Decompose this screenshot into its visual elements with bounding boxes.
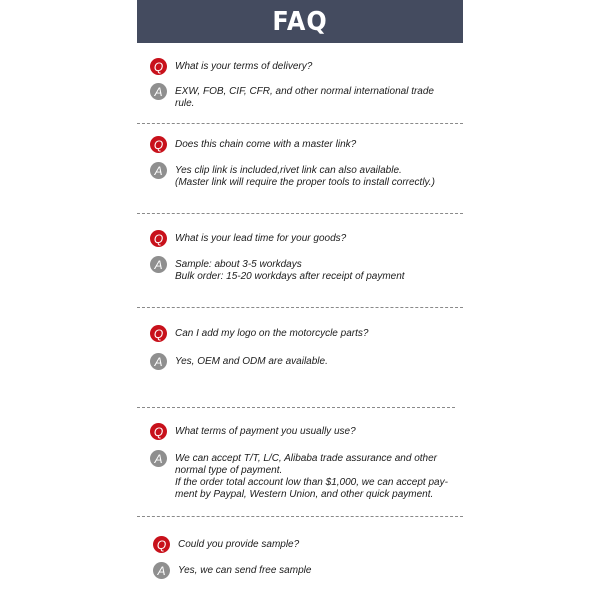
section-divider xyxy=(137,407,455,408)
faq-question-1 xyxy=(150,58,312,75)
answer-text xyxy=(175,353,328,368)
answer-badge-icon: A xyxy=(150,256,167,273)
answer-line: Yes clip link is included,rivet link can also available. xyxy=(175,165,402,176)
question-badge-icon: Q xyxy=(150,423,167,440)
question-badge-icon: Q xyxy=(153,536,170,553)
answer-line: Yes, OEM and ODM are available. xyxy=(175,356,328,367)
answer-line: If the order total account low than $1,000, we can accept pay- xyxy=(175,477,448,488)
faq-question-5 xyxy=(150,423,356,440)
section-divider xyxy=(137,516,463,517)
answer-line: (Master link will require the proper tools to install correctly.) xyxy=(175,177,435,188)
faq-answer-1 xyxy=(150,83,434,110)
faq-question-6 xyxy=(153,536,299,553)
question-text: Does this chain come with a master link? xyxy=(175,139,357,150)
answer-badge-icon: A xyxy=(150,83,167,100)
faq-answer-6 xyxy=(153,562,311,579)
answer-line: Yes, we can send free sample xyxy=(178,565,312,576)
answer-badge-icon: A xyxy=(153,562,170,579)
faq-page xyxy=(137,0,463,600)
question-badge-icon: Q xyxy=(150,325,167,342)
question-text: What is your terms of delivery? xyxy=(175,61,313,72)
faq-answer-4 xyxy=(150,353,328,370)
section-divider xyxy=(137,307,463,308)
answer-line: ment by Paypal, Western Union, and other quick payment. xyxy=(175,489,434,500)
faq-question-2 xyxy=(150,136,356,153)
answer-badge-icon: A xyxy=(150,162,167,179)
answer-text xyxy=(178,562,311,577)
section-divider xyxy=(137,123,463,124)
answer-line: We can accept T/T, L/C, Alibaba trade assurance and other xyxy=(175,453,438,464)
question-text: What terms of payment you usually use? xyxy=(175,426,356,437)
faq-header xyxy=(137,0,463,43)
answer-text xyxy=(175,450,448,501)
faq-answer-3 xyxy=(150,256,405,283)
faq-question-3 xyxy=(150,230,346,247)
faq-answer-5 xyxy=(150,450,448,501)
question-text: Can I add my logo on the motorcycle parts? xyxy=(175,328,369,339)
answer-badge-icon: A xyxy=(150,353,167,370)
answer-text xyxy=(175,83,434,110)
answer-line: normal type of payment. xyxy=(175,465,283,476)
answer-line: Sample: about 3-5 workdays xyxy=(175,259,302,270)
faq-question-4 xyxy=(150,325,368,342)
faq-answer-2 xyxy=(150,162,435,189)
answer-line: rule. xyxy=(175,98,195,109)
question-badge-icon: Q xyxy=(150,58,167,75)
section-divider xyxy=(137,213,463,214)
question-badge-icon: Q xyxy=(150,136,167,153)
answer-text xyxy=(175,256,405,283)
answer-line: Bulk order: 15-20 workdays after receipt of payment xyxy=(175,271,405,282)
answer-line: EXW, FOB, CIF, CFR, and other normal international trade xyxy=(175,86,434,97)
question-badge-icon: Q xyxy=(150,230,167,247)
question-text: What is your lead time for your goods? xyxy=(175,233,347,244)
question-text: Could you provide sample? xyxy=(178,539,300,550)
page-title: FAQ xyxy=(272,6,328,37)
answer-badge-icon: A xyxy=(150,450,167,467)
answer-text xyxy=(175,162,435,189)
